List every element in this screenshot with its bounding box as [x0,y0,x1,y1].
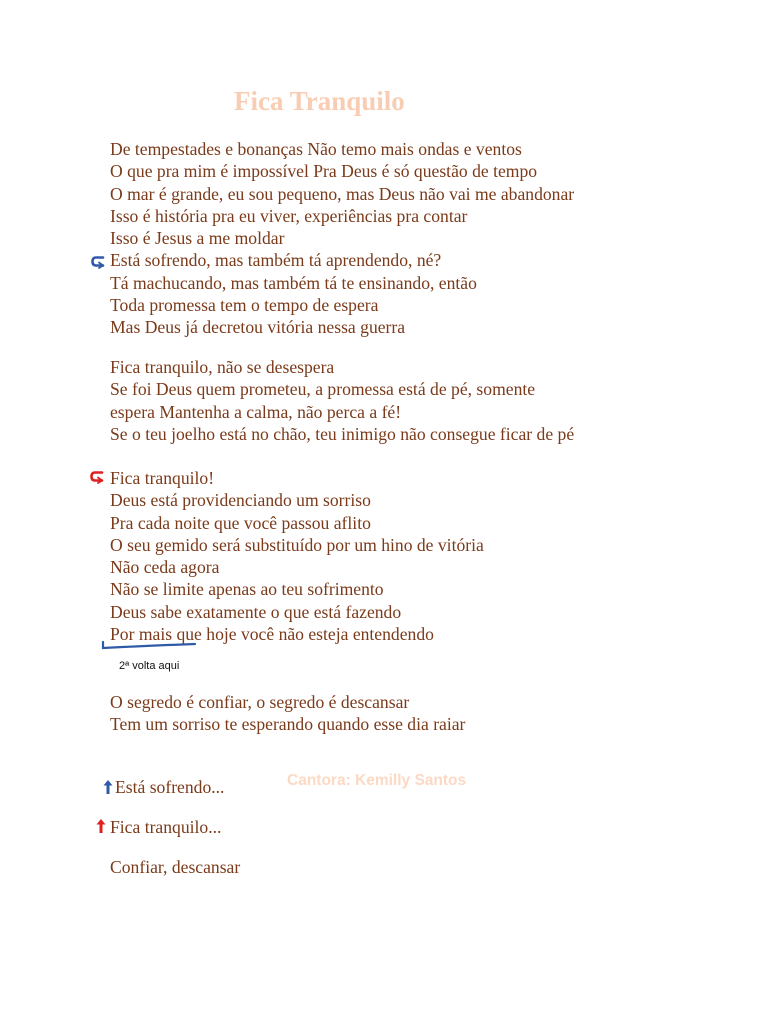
lyric-line: Está sofrendo, mas também tá aprendendo, né? [110,250,442,271]
lyric-line: Se o teu joelho está no chão, teu inimigo não consegue ficar de pé [110,423,575,444]
ending-line: Confiar, descansar [110,857,241,877]
lyric-line: Tem um sorriso te esperando quando esse dia raiar [110,714,466,735]
lyric-line: espera Mantenha a calma, não perca a fé! [110,401,402,422]
lyric-line: Deus sabe exatamente o que está fazendo [110,601,402,622]
lyric-line: Fica tranquilo! [110,468,215,488]
verse-3 [110,467,484,645]
lyric-line: O que pra mim é impossível Pra Deus é só questão de tempo [110,161,538,182]
arrow-up-icon [102,779,114,795]
singer-credit: Cantora: Kemilly Santos [287,772,467,789]
verse-2 [110,356,574,445]
lyric-line: De tempestades e bonanças Não temo mais ondas e ventos [110,139,522,159]
lyric-line: Tá machucando, mas também tá te ensinando, então [110,272,477,293]
verse-1 [110,138,574,339]
lyric-line: Não ceda agora [110,557,220,578]
lyric-line: O seu gemido será substituído por um hino de vitória [110,534,484,555]
lyric-line: O mar é grande, eu sou pequeno, mas Deus não vai me abandonar [110,183,575,204]
lyric-line: Mas Deus já decretou vitória nessa guerra [110,317,406,338]
song-title: Fica Tranquilo [234,86,405,116]
repeat-note: 2ª volta aqui [119,660,180,672]
lyric-line: O segredo é confiar, o segredo é descansar [110,692,410,712]
lyric-line: Isso é história pra eu viver, experiências pra contar [110,205,468,226]
lyric-line: Toda promessa tem o tempo de espera [110,295,379,316]
arrow-up-icon [95,818,107,834]
lyric-line: Se foi Deus quem prometeu, a promessa está de pé, somente [110,379,536,400]
lyric-line: Deus está providenciando um sorriso [110,490,371,511]
verse-4 [110,691,465,736]
repeat-line-2: Fica tranquilo... [110,817,222,837]
lyric-line: Não se limite apenas ao teu sofrimento [110,579,384,600]
lyric-line: Pra cada noite que você passou aflito [110,512,371,533]
lyric-line: Por mais que hoje você não esteja entendendo [110,624,434,645]
lyric-line: Fica tranquilo, não se desespera [110,357,335,377]
curved-return-arrow-icon [90,254,106,270]
curved-return-arrow-icon [89,469,105,485]
repeat-line-1: Está sofrendo... [115,777,225,797]
blue-underline-mark [100,640,200,652]
lyric-line: Isso é Jesus a me moldar [110,228,285,249]
